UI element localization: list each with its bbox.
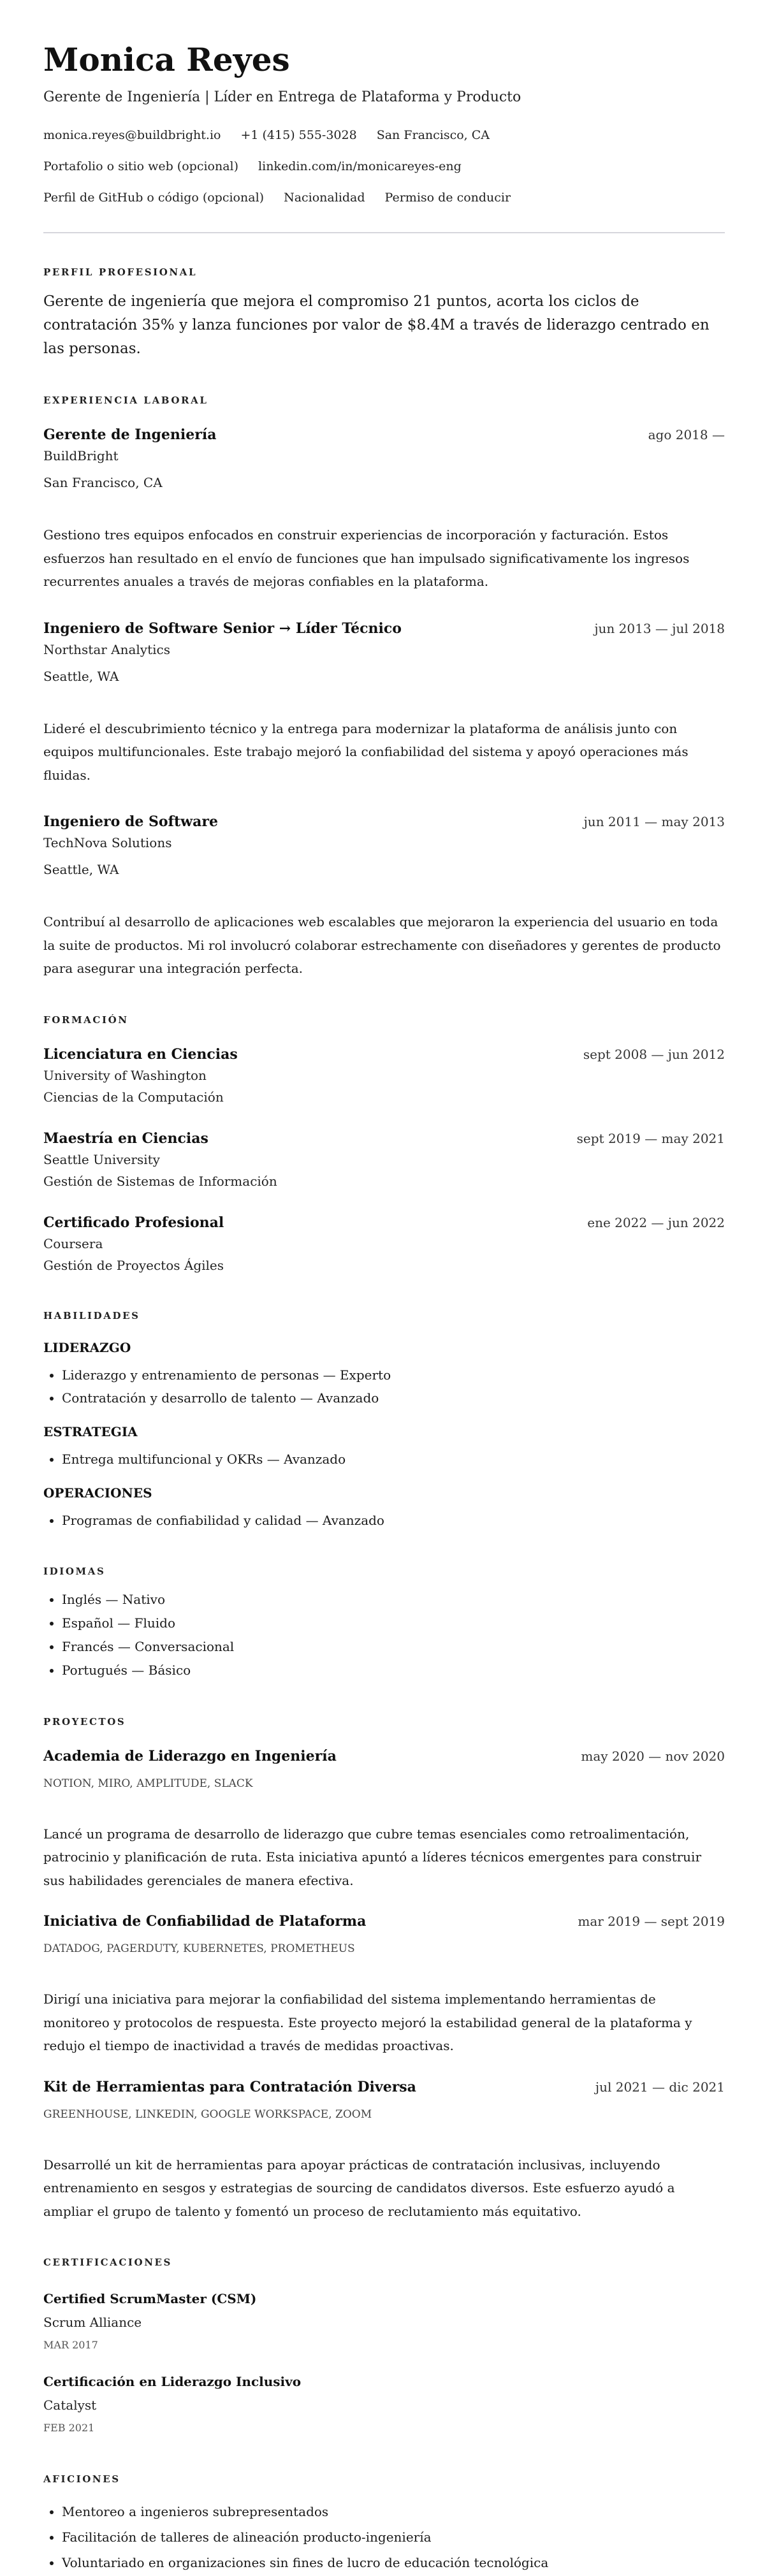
project-item	[43, 1746, 725, 1893]
hobby-item: • Mentoreo a ingenieros subrepresentados	[62, 2499, 725, 2524]
job-title: Ingeniero de Software Senior → Líder Técnico	[43, 620, 402, 637]
github-link[interactable]: Perfil de GitHub o código (opcional)	[43, 191, 265, 205]
education-dates: sept 2008 — jun 2012	[583, 1046, 725, 1062]
email-link[interactable]: monica.reyes@buildbright.io	[43, 128, 221, 142]
skill-item: • Entrega multifuncional y OKRs — Avanzado	[62, 1448, 725, 1471]
skill-category: LIDERAZGO	[43, 1339, 131, 1355]
experience-item	[43, 425, 725, 593]
certification-item	[43, 2372, 725, 2438]
hobby-item: • Facilitación de talleres de alineación producto-ingeniería	[62, 2524, 725, 2550]
project-name: Iniciativa de Confiabilidad de Plataforma	[43, 1913, 367, 1930]
project-tech: NOTION, MIRO, AMPLITUDE, SLACK	[43, 1777, 253, 1790]
languages-section	[43, 1565, 725, 1682]
school: Coursera	[43, 1235, 103, 1251]
project-tech: GREENHOUSE, LINKEDIN, GOOGLE WORKSPACE, ZOOM	[43, 2107, 372, 2121]
job-dates: jun 2011 — may 2013	[583, 814, 725, 829]
contact-row	[43, 157, 725, 176]
job-title: Ingeniero de Software	[43, 813, 218, 830]
certification-date: MAR 2017	[43, 2339, 98, 2351]
section-title: AFICIONES	[43, 2473, 120, 2485]
field-of-study: Gestión de Proyectos Ágiles	[43, 1257, 224, 1273]
education-item	[43, 1212, 725, 1276]
section-title: IDIOMAS	[43, 1565, 106, 1577]
headline: Gerente de Ingeniería | Líder en Entrega de Plataforma y Producto	[43, 89, 521, 105]
certifications-section	[43, 2256, 725, 2438]
skill-item: • Programas de confiabilidad y calidad — Avanzado	[62, 1509, 725, 1532]
certification-name: Certificación en Liderazgo Inclusivo	[43, 2374, 302, 2389]
experience-item	[43, 811, 725, 980]
job-title: Gerente de Ingeniería	[43, 426, 217, 443]
job-description: Gestiono tres equipos enfocados en construir experiencias de incorporación y facturación. Estos esfuerzos han resultado en el envío de funciones que han impulsado significativamente los ingresos recurrentes anuales a través de mejoras confiables en la plataforma.	[43, 527, 690, 589]
education-dates: ene 2022 — jun 2022	[587, 1214, 725, 1230]
skill-list	[43, 1509, 725, 1532]
language-list	[43, 1588, 725, 1682]
job-location: Seattle, WA	[43, 862, 119, 877]
education-dates: sept 2019 — may 2021	[576, 1130, 725, 1146]
portfolio-link[interactable]: Portafolio o sitio web (opcional)	[43, 159, 239, 173]
resume-header	[43, 41, 725, 207]
school: Seattle University	[43, 1151, 160, 1167]
project-tech: DATADOG, PAGERDUTY, KUBERNETES, PROMETHEUS	[43, 1942, 355, 1955]
skills-section	[43, 1309, 725, 1532]
school: University of Washington	[43, 1067, 207, 1083]
education-section	[43, 1014, 725, 1276]
summary-section	[43, 266, 725, 361]
nationality: Nacionalidad	[284, 191, 365, 205]
company: Northstar Analytics	[43, 641, 171, 657]
job-location: San Francisco, CA	[43, 475, 163, 490]
skill-item: • Contratación y desarrollo de talento — Avanzado	[62, 1386, 725, 1409]
certification-date: FEB 2021	[43, 2422, 95, 2434]
job-description: Contribuí al desarrollo de aplicaciones web escalables que mejoraron la experiencia del usuario en toda la suite de productos. Mi rol involucró colaborar estrechamente con diseñadores y gerentes de producto para asegurar una integración perfecta.	[43, 914, 721, 976]
contact-row	[43, 188, 725, 207]
certification-issuer: Scrum Alliance	[43, 2315, 142, 2330]
project-description: Dirigí una iniciativa para mejorar la confiabilidad del sistema implementando herramientas de monitoreo y protocolos de respuesta. Este proyecto mejoró la estabilidad general de la plataforma y redujo el tiempo de inactividad a través de medidas proactivas.	[43, 1991, 692, 2053]
skill-category: OPERACIONES	[43, 1485, 152, 1501]
job-dates: ago 2018 —	[648, 427, 725, 442]
language-item: • Español — Fluido	[62, 1612, 725, 1635]
job-location: Seattle, WA	[43, 668, 119, 684]
skill-category: ESTRATEGIA	[43, 1423, 138, 1439]
certification-name: Certified ScrumMaster (CSM)	[43, 2291, 257, 2306]
job-description: Lideré el descubrimiento técnico y la entrega para modernizar la plataforma de análisis junto con equipos multifuncionales. Este trabajo mejoró la confiabilidad del sistema y apoyó operaciones más fluidas.	[43, 720, 688, 783]
section-title: EXPERIENCIA LABORAL	[43, 395, 208, 406]
section-title: FORMACIÓN	[43, 1014, 129, 1026]
summary-text: Gerente de ingeniería que mejora el compromiso 21 puntos, acorta los ciclos de contratación 35% y lanza funciones por valor de $8.4M a través de liderazgo centrado en las personas.	[43, 293, 710, 357]
project-dates: may 2020 — nov 2020	[581, 1748, 725, 1764]
language-item: • Inglés — Nativo	[62, 1588, 725, 1612]
projects-section	[43, 1715, 725, 2223]
project-item	[43, 1911, 725, 2058]
section-title: HABILIDADES	[43, 1309, 140, 1321]
project-dates: mar 2019 — sept 2019	[578, 1914, 725, 1929]
field-of-study: Gestión de Sistemas de Información	[43, 1173, 277, 1189]
section-title: PERFIL PROFESIONAL	[43, 266, 198, 278]
hobby-list	[43, 2499, 725, 2575]
candidate-name: Monica Reyes	[43, 41, 290, 78]
experience-section	[43, 394, 725, 980]
project-name: Academia de Liderazgo en Ingeniería	[43, 1747, 337, 1765]
phone: +1 (415) 555-3028	[240, 128, 357, 142]
certification-issuer: Catalyst	[43, 2398, 97, 2413]
company: TechNova Solutions	[43, 835, 172, 850]
certification-item	[43, 2289, 725, 2355]
degree: Maestría en Ciencias	[43, 1130, 208, 1147]
language-item: • Portugués — Básico	[62, 1659, 725, 1682]
hobby-item: • Voluntariado en organizaciones sin fines de lucro de educación tecnológica	[62, 2550, 725, 2575]
experience-item	[43, 618, 725, 787]
field-of-study: Ciencias de la Computación	[43, 1089, 224, 1105]
skill-item: • Liderazgo y entrenamiento de personas — Experto	[62, 1364, 725, 1386]
education-item	[43, 1044, 725, 1108]
contact-row	[43, 126, 725, 145]
linkedin-link[interactable]: linkedin.com/in/monicareyes-eng	[258, 159, 462, 173]
header-divider	[43, 232, 725, 233]
hobbies-section	[43, 2473, 725, 2575]
skill-list	[43, 1448, 725, 1471]
project-name: Kit de Herramientas para Contratación Diversa	[43, 2078, 416, 2095]
driving-license: Permiso de conducir	[384, 191, 511, 205]
language-item: • Francés — Conversacional	[62, 1635, 725, 1659]
project-dates: jul 2021 — dic 2021	[595, 2079, 725, 2095]
project-description: Desarrollé un kit de herramientas para apoyar prácticas de contratación inclusivas, incluyendo entrenamiento en sesgos y estrategias de sourcing de candidatos diversos. Este esfuerzo ayudó a ampliar el grupo de talento y fomentó un proceso de reclutamiento más equitativo.	[43, 2157, 675, 2219]
project-description: Lancé un programa de desarrollo de liderazgo que cubre temas esenciales como retroalimentación, patrocinio y planificación de ruta. Esta iniciativa apuntó a líderes técnicos emergentes para construir sus habilidades gerenciales de manera efectiva.	[43, 1826, 702, 1888]
section-title: PROYECTOS	[43, 1715, 126, 1728]
company: BuildBright	[43, 448, 119, 463]
section-title: CERTIFICACIONES	[43, 2257, 172, 2268]
skill-list	[43, 1364, 725, 1409]
education-item	[43, 1128, 725, 1192]
project-item	[43, 2077, 725, 2223]
degree: Certificado Profesional	[43, 1214, 224, 1231]
job-dates: jun 2013 — jul 2018	[594, 620, 725, 636]
degree: Licenciatura en Ciencias	[43, 1045, 238, 1063]
location: San Francisco, CA	[376, 128, 490, 142]
